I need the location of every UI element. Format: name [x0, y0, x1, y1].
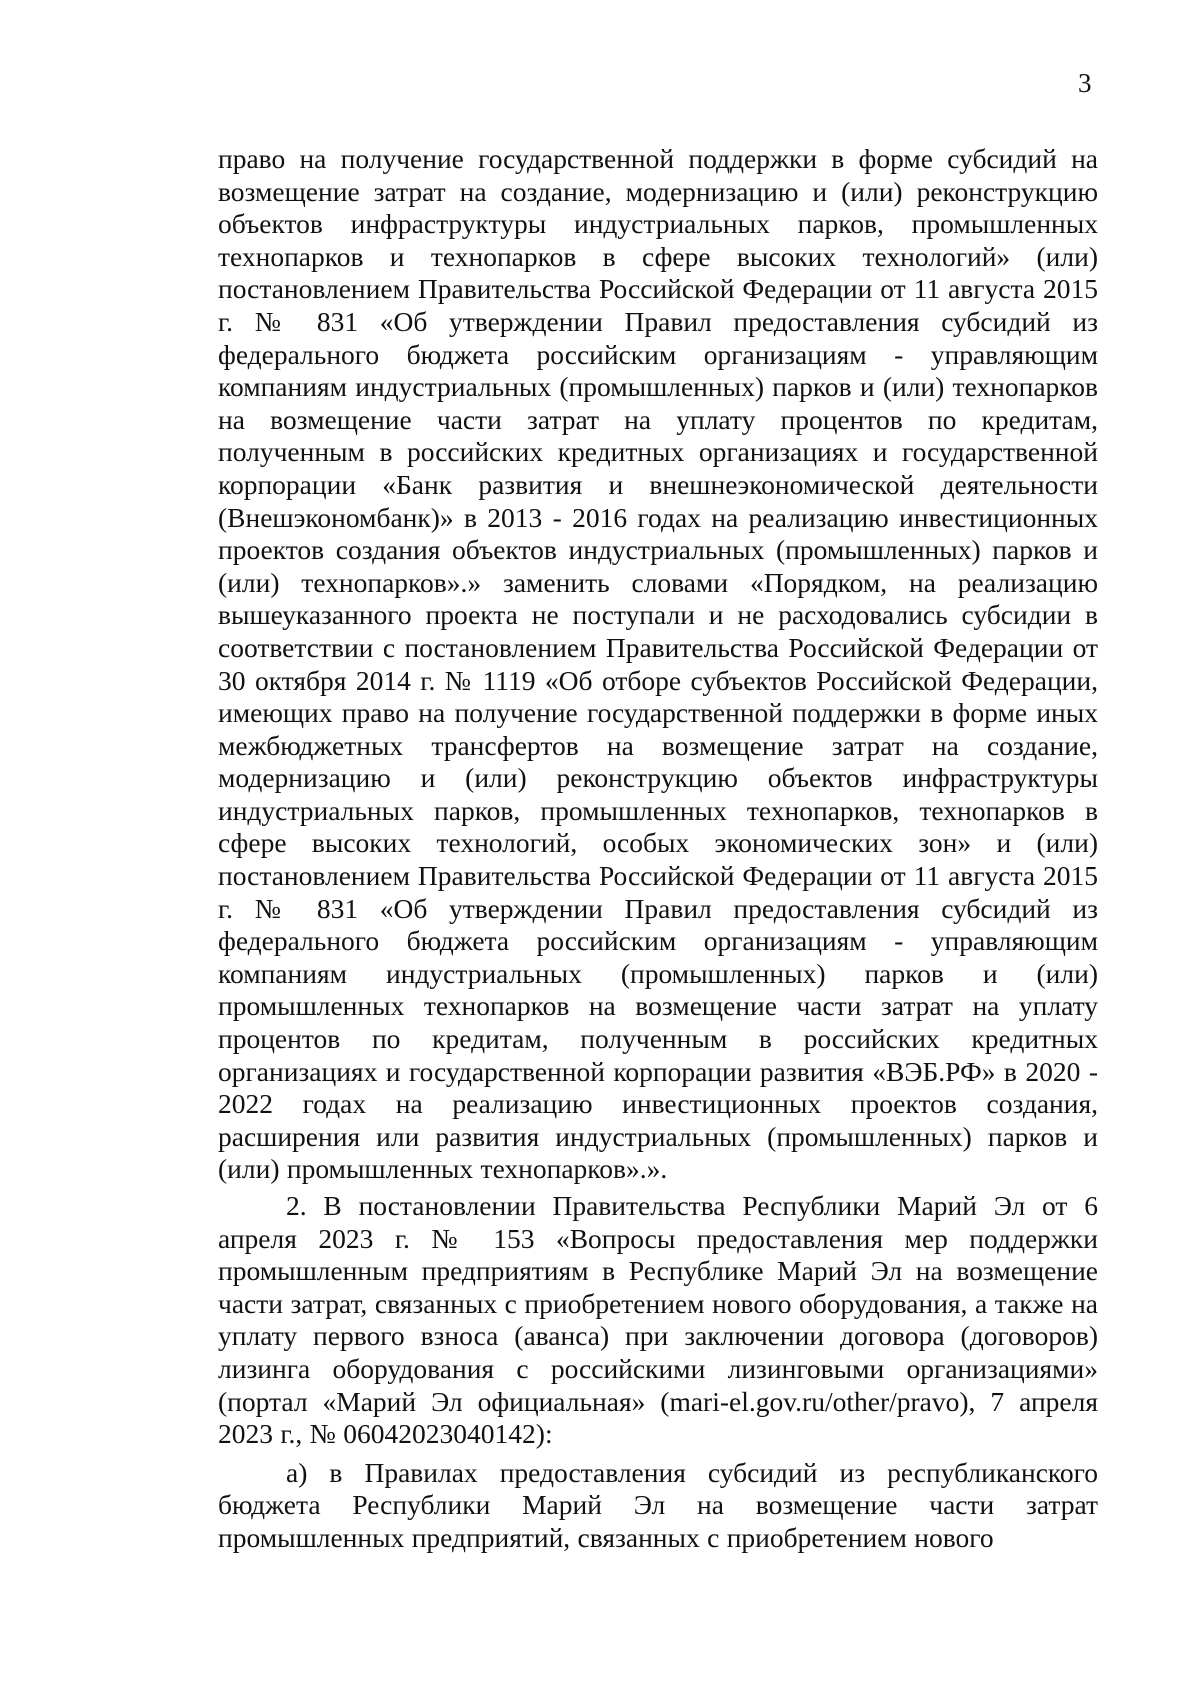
page-number: 3 — [1078, 68, 1092, 98]
paragraph-continuation: право на получение государственной поддержки в форме субсидий на возмещение затрат на создание, модернизацию и (или) реконструкцию объектов инфраструктуры индустриальных парков, промышленных технопарков и технопарков в сфере высоких технологий» (или) постановлением Правительства Российской Федерации от 11 августа 2015 г. № 831 «Об утверждении Правил предоставления субсидий из федерального бюджета российским организациям - управляющим компаниям индустриальных (промышленных) парков и (или) технопарков на возмещение части затрат на уплату процентов по кредитам, полученным в российских кредитных организациях и государственной корпорации «Банк развития и внешнеэкономической деятельности (Внешэкономбанк)» в 2013 - 2016 годах на реализацию инвестиционных проектов создания объектов индустриальных (промышленных) парков и (или) технопарков».» заменить словами «Порядком, на реализацию вышеуказанного проекта не поступали и не расходовались субсидии в соответствии с постановлением Правительства Российской Федерации от 30 октября 2014 г. № 1119 «Об отборе субъектов Российской Федерации, имеющих право на получение государственной поддержки в форме иных межбюджетных трансфертов на возмещение затрат на создание, модернизацию и (или) реконструкцию объектов инфраструктуры индустриальных парков, промышленных технопарков, технопарков в сфере высоких технологий, особых экономических зон» и (или) постановлением Правительства Российской Федерации от 11 августа 2015 г. № 831 «Об утверждении Правил предоставления субсидий из федерального бюджета российским организациям - управляющим компаниям индустриальных (промышленных) парков и (или) промышленных технопарков на возмещение части затрат на уплату процентов по кредитам, полученным в российских кредитных организациях и государственной корпорации развития «ВЭБ.РФ» в 2020 - 2022 годах на реализацию инвестиционных проектов создания, расширения или развития индустриальных (промышленных) парков и (или) промышленных технопарков».». — [218, 143, 1098, 1185]
document-body — [218, 143, 1098, 1555]
paragraph-item-2: 2. В постановлении Правительства Республики Марий Эл от 6 апреля 2023 г. № 153 «Вопросы предоставления мер поддержки промышленным предприятиям в Республике Марий Эл на возмещение части затрат, связанных с приобретением нового оборудования, а также на уплату первого взноса (аванса) при заключении договора (договоров) лизинга оборудования с российскими лизинговыми организациями» (портал «Марий Эл официальная» (mari-el.gov.ru/other/pravo), 7 апреля 2023 г., № 06042023040142): — [218, 1190, 1098, 1450]
paragraph-subitem-a: а) в Правилах предоставления субсидий из республиканского бюджета Республики Марий Эл на возмещение части затрат промышленных предприятий, связанных с приобретением нового — [218, 1456, 1098, 1553]
